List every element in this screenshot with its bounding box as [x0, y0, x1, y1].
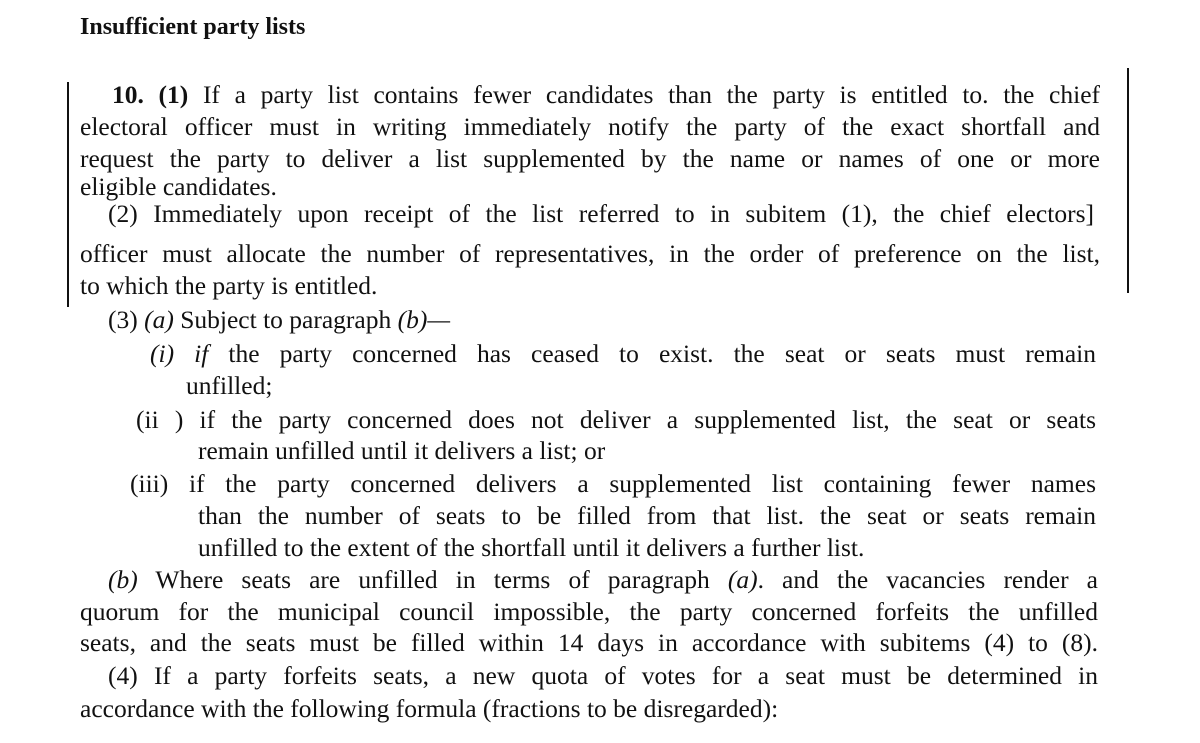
text-line-3: request the party to deliver a list supplemented by the name or names of one or more [80, 144, 1100, 173]
text-line-15: unfilled to the extent of the shortfall until it delivers a further list. [198, 533, 865, 562]
text-line-4: eligible candidates. [80, 172, 277, 201]
paragraph-ref: (a) [727, 565, 758, 594]
subparagraph-label: (i) if [150, 339, 209, 368]
paragraph-label: (b) [108, 565, 138, 594]
paragraph-ref: (b)— [397, 305, 451, 334]
text-line-17: quorum for the municipal council impossible, the party concerned forfeits the unfilled [80, 597, 1098, 626]
text-line-20: accordance with the following formula (fractions to be disregarded): [80, 694, 779, 723]
text-line-10: unfilled; [186, 371, 273, 400]
text-line-14: than the number of seats to be filled from that list. the seat or seats remain [198, 501, 1096, 530]
right-margin-bar [1127, 68, 1129, 293]
left-margin-bar [67, 82, 69, 307]
text-line-11: (ii ) if the party concerned does not deliver a supplemented list, the seat or seats [136, 405, 1096, 434]
text-line-1: 10. (1) If a party list contains fewer candidates than the party is entitled to. the chief [112, 80, 1101, 109]
text-line-13: (iii) if the party concerned delivers a supplemented list containing fewer names [130, 469, 1096, 498]
text-line-8: (3) (a) Subject to paragraph (b)— [108, 305, 451, 334]
text-line-9: (i) if the party concerned has ceased to exist. the seat or seats must remain [150, 339, 1096, 368]
section-heading: Insufficient party lists [80, 14, 306, 40]
text-line-16: (b) Where seats are unfilled in terms of paragraph (a). and the vacancies render a [108, 565, 1098, 594]
text-line-7: to which the party is entitled. [80, 271, 378, 300]
text-line-19: (4) If a party forfeits seats, a new quota of votes for a seat must be determined in [108, 661, 1098, 690]
text-line-2: electoral officer must in writing immediately notify the party of the exact shortfall and [80, 112, 1100, 141]
text-line-18: seats, and the seats must be filled within 14 days in accordance with subitems (4) to (8). [80, 628, 1098, 657]
paragraph-label: (a) [144, 305, 174, 334]
text-line-6: officer must allocate the number of representatives, in the order of preference on the list, [80, 239, 1100, 268]
text-line-12: remain unfilled until it delivers a list; or [198, 436, 606, 465]
text-line-5: (2) Immediately upon receipt of the list referred to in subitem (1), the chief electors] [108, 199, 1094, 228]
item-number: 10. (1) [112, 80, 189, 109]
